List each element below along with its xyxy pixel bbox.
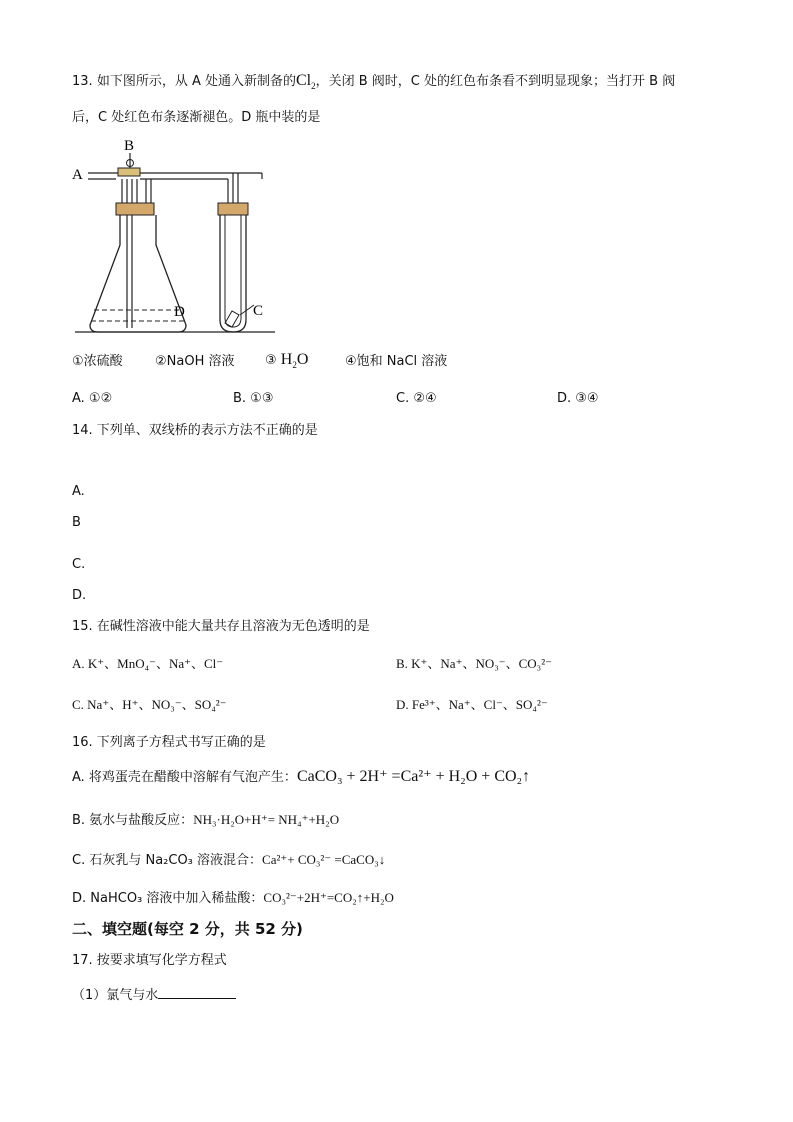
q13-cl-sub: 2 bbox=[311, 81, 316, 92]
label-a: A bbox=[72, 167, 83, 183]
q13-line2: 后，C 处红色布条逐渐褪色。D 瓶中装的是 bbox=[72, 110, 321, 125]
q13-item1: ①浓硫酸 bbox=[72, 354, 123, 369]
q14-option-d[interactable]: D. bbox=[72, 588, 87, 603]
q16-c-text: C. 石灰乳与 Na₂CO₃ 溶液混合： bbox=[72, 853, 263, 868]
q16-d-formula: CO₃²⁻+2H⁺=CO₂↑+H₂O bbox=[263, 890, 394, 905]
q14-option-b[interactable]: B bbox=[72, 515, 81, 530]
q17-sub1-answer-blank[interactable] bbox=[158, 984, 236, 999]
q13-item3-number: ③ bbox=[265, 353, 277, 368]
valve-b bbox=[118, 168, 140, 176]
q13-text-part2: ，关闭 B 阀时，C 处的红色布条看不到明显现象；当打开 B 阀 bbox=[315, 74, 676, 89]
q13-item3-o: O bbox=[296, 351, 309, 368]
q16-a-formula: CaCO₃ + 2H⁺ =Ca²⁺ + H₂O + CO₂↑ bbox=[296, 768, 531, 785]
q13-option-b[interactable]: B. ①③ bbox=[233, 391, 274, 406]
q16-a-text: A. 将鸡蛋壳在醋酸中溶解有气泡产生： bbox=[72, 770, 297, 785]
q16-d-text: D. NaHCO₃ 溶液中加入稀盐酸： bbox=[72, 891, 264, 906]
q13-cl: Cl bbox=[296, 72, 312, 89]
q13-option-a[interactable]: A. ①② bbox=[72, 391, 113, 406]
label-c: C bbox=[253, 303, 264, 319]
q15-option-b[interactable]: B. K⁺、Na⁺、NO₃⁻、CO₃²⁻ bbox=[396, 656, 552, 671]
q13-cl-formula bbox=[296, 72, 316, 92]
q13-line1 bbox=[72, 71, 675, 96]
label-b: B bbox=[124, 138, 135, 154]
apparatus-svg bbox=[70, 135, 280, 340]
q17-title: 17. 按要求填写化学方程式 bbox=[72, 953, 227, 968]
q16-option-a[interactable] bbox=[72, 767, 530, 788]
q13-item3-formula bbox=[280, 351, 309, 371]
q13-item2: ②NaOH 溶液 bbox=[155, 354, 235, 369]
q17-sub1 bbox=[72, 984, 236, 1006]
q13-item3-h: H bbox=[280, 351, 293, 368]
q14-option-a[interactable]: A. bbox=[72, 484, 85, 499]
apparatus-figure bbox=[70, 135, 280, 344]
q13-text-part1: 如下图所示，从 A 处通入新制备的 bbox=[96, 74, 296, 89]
q16-b-text: B. 氨水与盐酸反应： bbox=[72, 813, 194, 828]
q14-option-c[interactable]: C. bbox=[72, 557, 86, 572]
q13-item4: ④饱和 NaCl 溶液 bbox=[345, 354, 448, 369]
section2-title: 二、填空题(每空 2 分，共 52 分) bbox=[72, 920, 303, 938]
q16-b-formula: NH₃·H₂O+H⁺= NH₄⁺+H₂O bbox=[193, 812, 340, 827]
q13-item3 bbox=[265, 350, 308, 375]
q15-option-d[interactable]: D. Fe³⁺、Na⁺、Cl⁻、SO₄²⁻ bbox=[396, 697, 548, 712]
q16-title: 16. 下列离子方程式书写正确的是 bbox=[72, 735, 266, 750]
q13-item3-sub: 2 bbox=[292, 360, 297, 371]
q16-c-formula: Ca²⁺+ CO₃²⁻ =CaCO₃↓ bbox=[262, 852, 386, 867]
q16-option-b[interactable] bbox=[72, 810, 339, 831]
q15-option-c[interactable]: C. Na⁺、H⁺、NO₃⁻、SO₄²⁻ bbox=[72, 697, 227, 712]
label-d: D bbox=[174, 304, 185, 320]
q13-number: 13. bbox=[72, 74, 93, 89]
q15-option-a[interactable]: A. K⁺、MnO₄⁻、Na⁺、Cl⁻ bbox=[72, 656, 224, 671]
q13-option-d[interactable]: D. ③④ bbox=[557, 391, 599, 406]
q16-option-d[interactable] bbox=[72, 888, 394, 909]
q15-title: 15. 在碱性溶液中能大量共存且溶液为无色透明的是 bbox=[72, 619, 370, 634]
q13-option-c[interactable]: C. ②④ bbox=[396, 391, 437, 406]
q16-option-c[interactable] bbox=[72, 850, 385, 871]
q14-title: 14. 下列单、双线桥的表示方法不正确的是 bbox=[72, 423, 318, 438]
q17-sub1-text: （1）氯气与水 bbox=[72, 988, 159, 1003]
